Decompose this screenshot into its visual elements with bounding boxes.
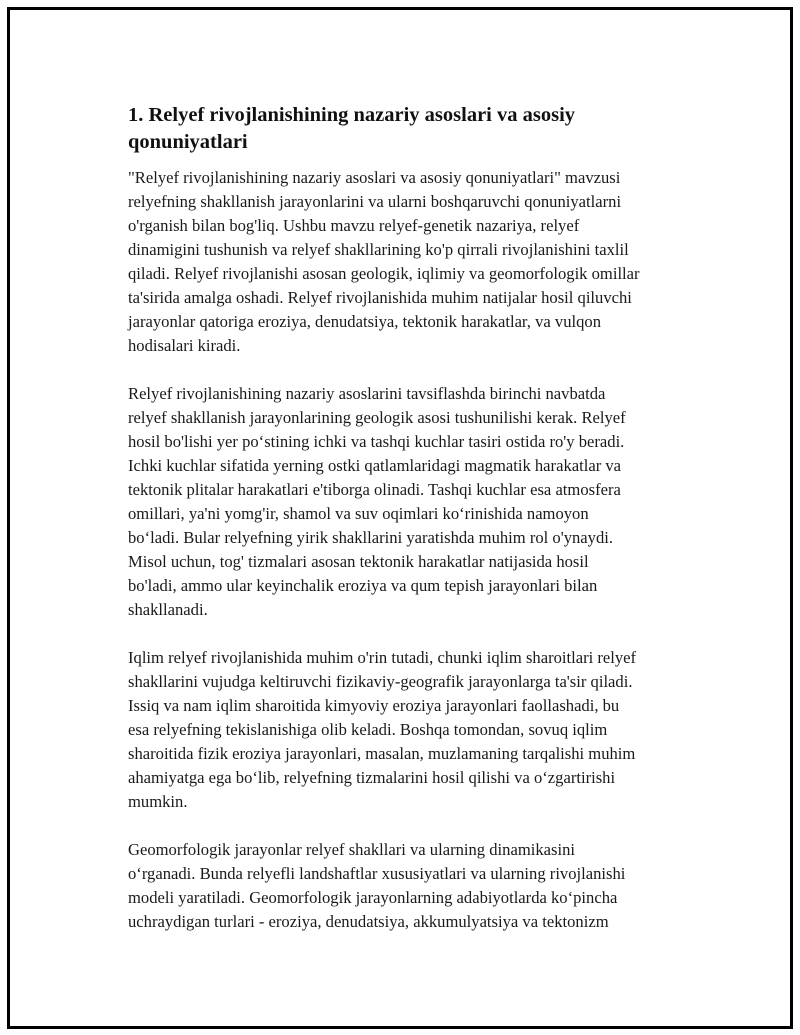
paragraph-4: Geomorfologik jarayonlar relyef shakllari va ularning dinamikasini o‘rganadi. Bunda relyefli landshaftlar xususiyatlari va ularning rivojlanishi modeli yaratiladi. Geomorfologik jarayonlarning adabiyotlarda ko‘pincha uchraydigan turlari - eroziya, denudatsiya, akkumulyatsiya va tektonizm (128, 840, 626, 931)
paragraph-3: Iqlim relyef rivojlanishida muhim o'rin tutadi, chunki iqlim sharoitlari relyef shakllarini vujudga keltiruvchi fizikaviy-geografik jarayonlarga ta'sir qiladi. Issiq va nam iqlim sharoitida kimyoviy eroziya jarayonlari faollashadi, bu esa relyefning tekislanishiga olib keladi. Boshqa tomondan, sovuq iqlim sharoitida fizik eroziya jarayonlari, masalan, muzlamaning tarqalishi muhim ahamiyatga ega bo‘lib, relyefning tizmalarini hosil qilishi va o‘zgartirishi mumkin. (128, 648, 637, 811)
document-body (128, 102, 703, 958)
paragraph-1: "Relyef rivojlanishining nazariy asoslari va asosiy qonuniyatlari" mavzusi relyefning shakllanish jarayonlarini va ularni boshqaruvchi qonuniyatlarni o'rganish bilan bog'liq. Ushbu mavzu relyef-genetik nazariya, relyef dinamigini tushunish va relyef shakllarining ko'p qirrali rivojlanishini taxlil qiladi. Relyef rivojlanishi asosan geologik, iqlimiy va geomorfologik omillar ta'sirida amalga oshadi. Relyef rivojlanishida muhim natijalar hosil qiluvchi jarayonlar qatoriga eroziya, denudatsiya, tektonik harakatlar, va vulqon hodisalari kiradi. (128, 168, 640, 355)
section-heading: 1. Relyef rivojlanishining nazariy asoslari va asosiy qonuniyatlari (128, 104, 576, 153)
paragraph-2: Relyef rivojlanishining nazariy asoslarini tavsiflashda birinchi navbatda relyef shakllanish jarayonlarining geologik asosi tushunilishi kerak. Relyef hosil bo'lishi yer po‘stining ichki va tashqi kuchlar tasiri ostida ro'y beradi. Ichki kuchlar sifatida yerning ostki qatlamlaridagi magmatik harakatlar va tektonik plitalar harakatlari e'tiborga olinadi. Tashqi kuchlar esa atmosfera omillari, ya'ni yomg'ir, shamol va suv oqimlari ko‘rinishida namoyon bo‘ladi. Bular relyefning yirik shakllarini yaratishda muhim rol o'ynaydi. Misol uchun, tog' tizmalari asosan tektonik harakatlar natijasida hosil bo'ladi, ammo ular keyinchalik eroziya va qum tepish jarayonlari bilan shakllanadi. (128, 384, 626, 619)
page-frame (7, 7, 793, 1029)
